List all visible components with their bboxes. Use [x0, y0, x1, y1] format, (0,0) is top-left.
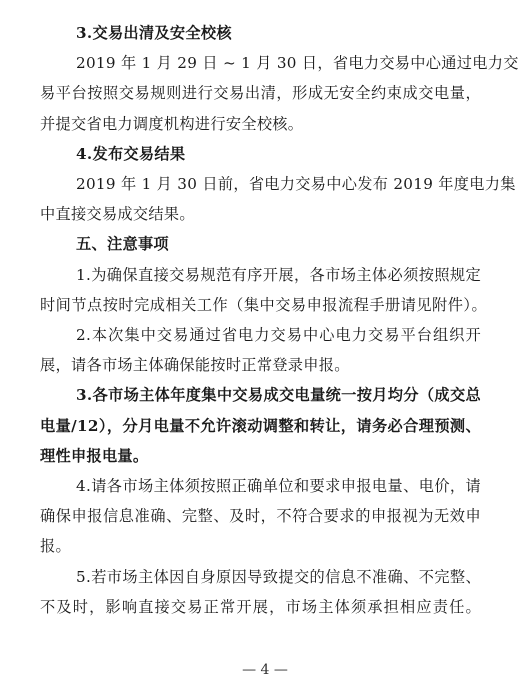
section-heading-clearing: 3.交易出清及安全校核: [76, 24, 232, 42]
note-4-line-3: 报。: [40, 537, 71, 556]
paragraph-results-line-2: 中直接交易成交结果。: [40, 205, 195, 224]
note-5-line-2: 不及时，影响直接交易正常开展，市场主体须承担相应责任。: [40, 597, 481, 616]
section-heading-notes: 五、注意事项: [76, 235, 169, 254]
paragraph-clearing-line-3: 并提交省电力调度机构进行安全校核。: [40, 114, 304, 133]
note-1-line-1: 1.为确保直接交易规范有序开展，各市场主体必须按照规定: [76, 265, 481, 284]
note-4-line-1: 4.请各市场主体须按照正确单位和要求申报电量、电价，请: [76, 477, 481, 495]
note-3-line-1: 3.各市场主体年度集中交易成交电量统一按月均分（成交总: [76, 386, 481, 405]
paragraph-clearing-line-1: 2019 年 1 月 29 日 ~ 1 月 30 日，省电力交易中心通过电力交: [76, 54, 519, 73]
note-3-line-2: 电量/12），分月电量不允许滚动调整和转让，请务必合理预测、: [40, 416, 481, 435]
note-5-line-1: 5.若市场主体因自身原因导致提交的信息不准确、不完整、: [76, 567, 481, 586]
section-heading-results: 4.发布交易结果: [76, 144, 186, 163]
paragraph-results-line-1: 2019 年 1 月 30 日前，省电力交易中心发布 2019 年度电力集: [76, 175, 516, 193]
note-3-line-3: 理性申报电量。: [40, 446, 149, 465]
note-1-line-2: 时间节点按时完成相关工作（集中交易申报流程手册请见附件）。: [40, 295, 487, 314]
paragraph-clearing-line-2: 易平台按照交易规则进行交易出清，形成无安全约束成交电量，: [40, 84, 481, 103]
note-2-line-2: 展，请各市场主体确保能按时正常登录申报。: [40, 356, 350, 375]
page-number: — 4 —: [242, 662, 288, 678]
note-4-line-2: 确保申报信息准确、完整、及时，不符合要求的申报视为无效申: [40, 507, 481, 526]
note-2-line-1: 2.本次集中交易通过省电力交易中心电力交易平台组织开: [76, 326, 481, 344]
